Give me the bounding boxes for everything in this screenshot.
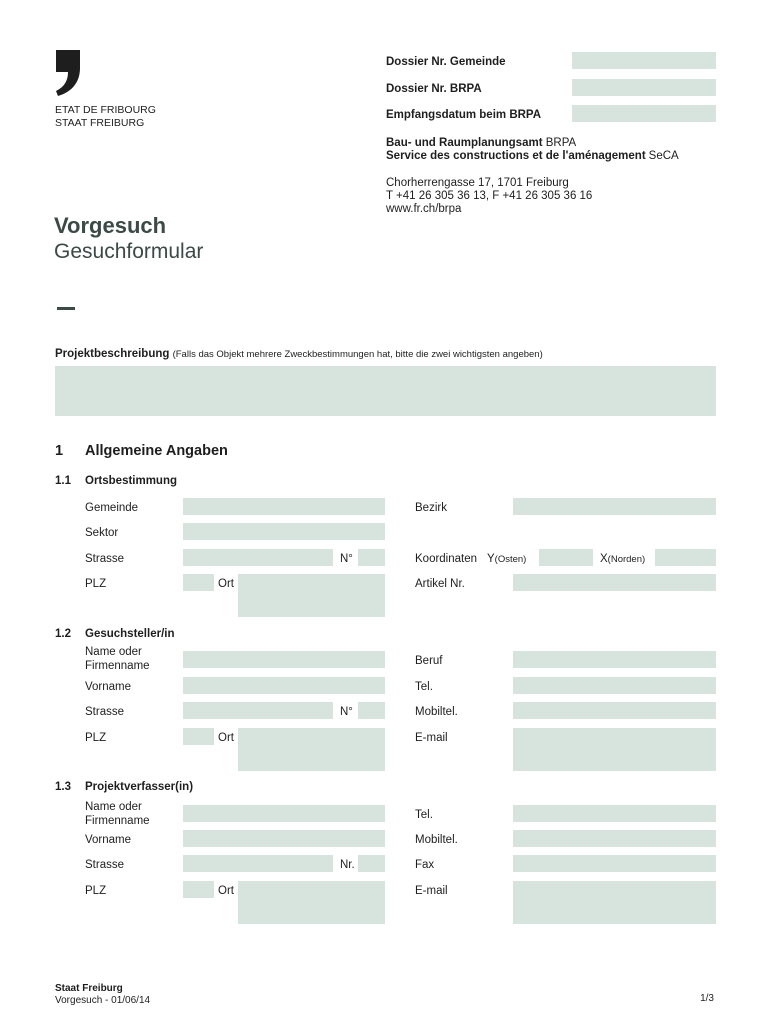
pv-email-field[interactable]	[513, 881, 716, 924]
pv-nr-field[interactable]	[358, 855, 385, 872]
section-1-2-number: 1.2	[55, 628, 71, 640]
dossier-brpa-field[interactable]	[572, 79, 716, 96]
koordinate-y-label	[487, 552, 526, 567]
pv-vorname-field[interactable]	[183, 830, 385, 847]
pv-tel-label: Tel.	[415, 809, 433, 821]
pv-ort-field[interactable]	[238, 881, 385, 924]
pv-name-label-1: Name oder	[85, 801, 142, 813]
strasse-field[interactable]	[183, 549, 333, 566]
gs-nr-label: N°	[340, 706, 353, 718]
pv-ort-label: Ort	[218, 885, 234, 897]
office-brpa	[386, 136, 576, 150]
footer-doc-version: Vorgesuch - 01/06/14	[55, 995, 151, 1006]
office-seca-abbr: SeCA	[648, 150, 679, 162]
section-1-1-title: Ortsbestimmung	[85, 475, 178, 487]
office-brpa-name: Bau- und Raumplanungsamt	[386, 137, 543, 149]
pv-fax-label: Fax	[415, 859, 435, 871]
agency-name	[55, 104, 156, 130]
section-1-1-number: 1.1	[55, 475, 71, 487]
gs-vorname-field[interactable]	[183, 677, 385, 694]
norden-label: (Norden)	[607, 554, 646, 565]
gs-name-label-1: Name oder	[85, 646, 142, 658]
pv-fax-field[interactable]	[513, 855, 716, 872]
koordinate-x-label	[600, 552, 645, 567]
gemeinde-label: Gemeinde	[85, 502, 139, 514]
dossier-gemeinde-field[interactable]	[572, 52, 716, 69]
project-description-heading	[55, 347, 543, 362]
gs-mobiltel-label: Mobiltel.	[415, 706, 458, 718]
pv-name-field[interactable]	[183, 805, 385, 822]
pv-strasse-field[interactable]	[183, 855, 333, 872]
office-brpa-abbr: BRPA	[545, 137, 577, 149]
sektor-label: Sektor	[85, 527, 119, 539]
project-description-hint: (Falls das Objekt mehrere Zweckbestimmungen hat, bitte die zwei wichtigsten angeben)	[172, 349, 543, 360]
ort-field[interactable]	[238, 574, 385, 617]
agency-line-de: STAAT FREIBURG	[55, 117, 145, 129]
project-description-label: Projektbeschreibung	[55, 348, 170, 360]
section-1-3-title: Projektverfasser(in)	[85, 781, 194, 793]
plz-field[interactable]	[183, 574, 214, 591]
page-subtitle: Gesuchformular	[54, 240, 204, 263]
artikel-field[interactable]	[513, 574, 716, 591]
sektor-field[interactable]	[183, 523, 385, 540]
ort-label: Ort	[218, 578, 234, 590]
pv-mobiltel-field[interactable]	[513, 830, 716, 847]
pv-mobiltel-label: Mobiltel.	[415, 834, 458, 846]
section-1-2-title: Gesuchsteller/in	[85, 628, 175, 640]
bezirk-field[interactable]	[513, 498, 716, 515]
office-seca-name: Service des constructions et de l'aménagement	[386, 150, 646, 162]
office-seca	[386, 149, 679, 163]
gemeinde-field[interactable]	[183, 498, 385, 515]
gs-plz-label: PLZ	[85, 732, 107, 744]
y-label: Y	[487, 553, 495, 565]
title-divider	[57, 307, 75, 310]
page-title: Vorgesuch	[54, 213, 167, 238]
gs-name-field[interactable]	[183, 651, 385, 668]
strasse-nr-label: N°	[340, 553, 353, 565]
project-description-field[interactable]	[55, 366, 716, 416]
pv-name-label-2: Firmenname	[85, 815, 150, 827]
gs-tel-field[interactable]	[513, 677, 716, 694]
empfangsdatum-label: Empfangsdatum beim BRPA	[386, 109, 542, 121]
office-address: Chorherrengasse 17, 1701 Freiburg	[386, 177, 569, 189]
x-label: X	[600, 553, 608, 565]
office-web-link[interactable]: www.fr.ch/brpa	[386, 203, 462, 215]
gs-vorname-label: Vorname	[85, 681, 132, 693]
strasse-label: Strasse	[85, 553, 124, 565]
koordinate-x-field[interactable]	[655, 549, 716, 566]
koordinate-y-field[interactable]	[539, 549, 593, 566]
gs-tel-label: Tel.	[415, 681, 433, 693]
gs-mobiltel-field[interactable]	[513, 702, 716, 719]
pv-plz-label: PLZ	[85, 885, 107, 897]
pv-plz-field[interactable]	[183, 881, 214, 898]
pv-vorname-label: Vorname	[85, 834, 132, 846]
section-1-number: 1	[55, 443, 64, 459]
canton-logo	[54, 50, 80, 96]
gs-email-label: E-mail	[415, 732, 448, 744]
bezirk-label: Bezirk	[415, 502, 447, 514]
pv-email-label: E-mail	[415, 885, 448, 897]
section-1-3-number: 1.3	[55, 781, 71, 793]
pv-strasse-label: Strasse	[85, 859, 124, 871]
gs-name-label-2: Firmenname	[85, 660, 150, 672]
gs-plz-field[interactable]	[183, 728, 214, 745]
plz-label: PLZ	[85, 578, 107, 590]
page-number: 1/3	[700, 993, 714, 1004]
artikel-label: Artikel Nr.	[415, 578, 465, 590]
gs-email-field[interactable]	[513, 728, 716, 771]
section-1-title: Allgemeine Angaben	[85, 443, 228, 459]
strasse-nr-field[interactable]	[358, 549, 385, 566]
gs-ort-field[interactable]	[238, 728, 385, 771]
footer-org: Staat Freiburg	[55, 983, 123, 994]
empfangsdatum-field[interactable]	[572, 105, 716, 122]
dossier-gemeinde-label: Dossier Nr. Gemeinde	[386, 56, 506, 68]
pv-nr-label: Nr.	[340, 859, 355, 871]
gs-beruf-field[interactable]	[513, 651, 716, 668]
footer	[55, 983, 150, 1007]
gs-nr-field[interactable]	[358, 702, 385, 719]
gs-beruf-label: Beruf	[415, 655, 443, 667]
osten-label: (Osten)	[494, 554, 527, 565]
dossier-brpa-label: Dossier Nr. BRPA	[386, 83, 482, 95]
office-phone: T +41 26 305 36 13, F +41 26 305 36 16	[386, 190, 593, 202]
pv-tel-field[interactable]	[513, 805, 716, 822]
agency-line-fr: ETAT DE FRIBOURG	[55, 104, 156, 116]
gs-strasse-field[interactable]	[183, 702, 333, 719]
gs-ort-label: Ort	[218, 732, 234, 744]
gs-strasse-label: Strasse	[85, 706, 124, 718]
koordinaten-label: Koordinaten	[415, 553, 478, 565]
